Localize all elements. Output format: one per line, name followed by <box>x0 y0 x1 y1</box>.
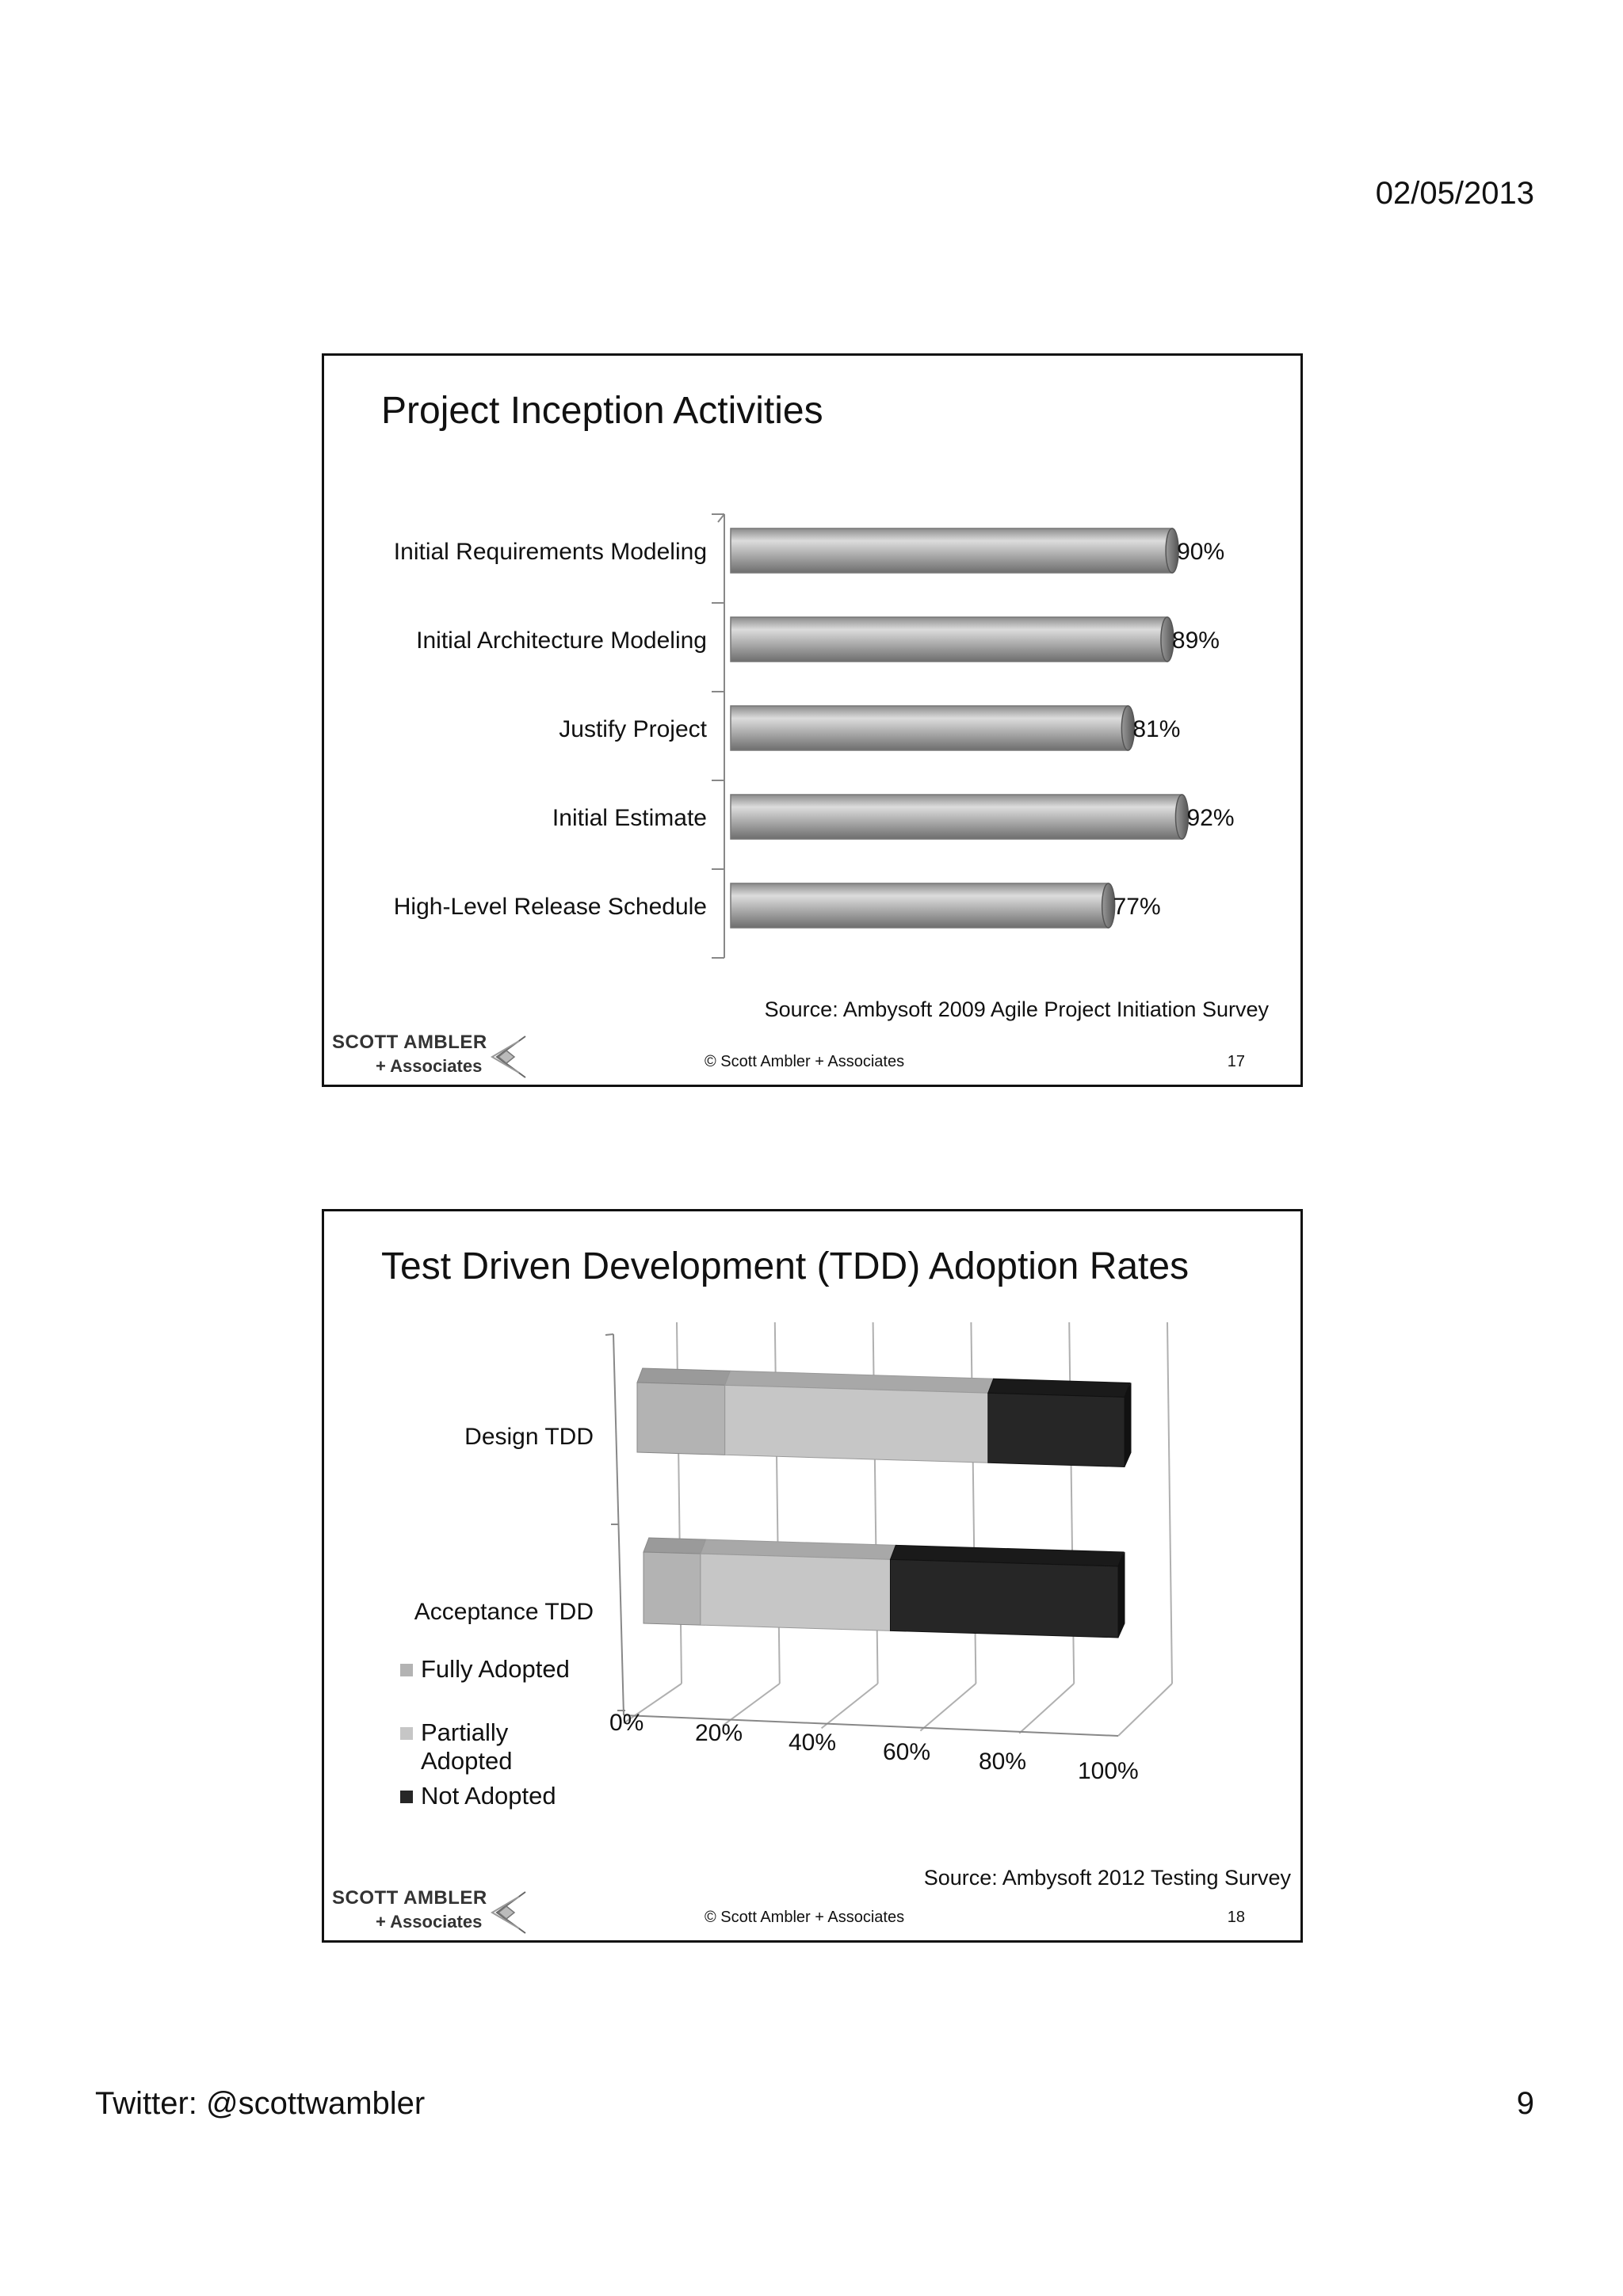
slide-number: 18 <box>1227 1909 1245 1926</box>
bar-segment <box>701 1554 891 1630</box>
source-note: Source: Ambysoft 2012 Testing Survey <box>923 1866 1291 1890</box>
bar-segment <box>725 1385 988 1463</box>
legend-label: Partially Adopted <box>421 1718 513 1775</box>
x-tick-label: 0% <box>609 1710 644 1736</box>
x-tick-label: 60% <box>883 1739 931 1765</box>
category-label: Justify Project <box>559 716 707 742</box>
legend-swatch <box>400 1664 413 1676</box>
data-label: 77% <box>1113 894 1161 920</box>
gridline-floor <box>1118 1684 1172 1736</box>
legend-swatch <box>400 1791 413 1803</box>
slide-project-inception <box>322 353 1303 1087</box>
bar-end-face <box>1125 1383 1131 1466</box>
gridline-floor <box>1019 1684 1074 1733</box>
page-date: 02/05/2013 <box>1375 176 1534 211</box>
gridline-floor <box>822 1684 878 1728</box>
logo-diamond-icon <box>489 1035 529 1079</box>
bar-end-face <box>1118 1552 1125 1638</box>
legend-swatch <box>400 1727 413 1740</box>
company-logo <box>332 1887 538 1938</box>
gridline-floor <box>920 1684 976 1731</box>
logo-text-line2: + Associates <box>376 1912 483 1932</box>
tdd-stacked-bar-chart <box>324 1211 1300 1940</box>
category-label: Initial Estimate <box>552 805 707 831</box>
bar <box>731 706 1128 750</box>
logo-diamond-icon <box>489 1890 529 1935</box>
slide-number: 17 <box>1227 1053 1245 1070</box>
page-number: 9 <box>1516 2086 1534 2121</box>
x-tick-label: 80% <box>979 1749 1027 1775</box>
x-tick-label: 40% <box>789 1730 837 1756</box>
logo-text-line1: SCOTT AMBLER <box>332 1887 487 1909</box>
twitter-handle: Twitter: @scottwambler <box>95 2086 426 2121</box>
bar <box>731 883 1109 928</box>
bar <box>731 617 1167 662</box>
category-label: Acceptance TDD <box>414 1599 594 1625</box>
source-note: Source: Ambysoft 2009 Agile Project Initiation Survey <box>764 997 1269 1021</box>
category-label: High-Level Release Schedule <box>393 894 707 920</box>
slide-tdd-adoption <box>322 1209 1303 1943</box>
gridline-vertical <box>1167 1322 1172 1684</box>
legend-label: Fully Adopted <box>421 1655 570 1683</box>
category-label: Initial Requirements Modeling <box>393 539 707 565</box>
data-label: 89% <box>1171 627 1220 654</box>
category-tick <box>605 1334 613 1335</box>
slide-title: Project Inception Activities <box>381 390 823 432</box>
category-label: Initial Architecture Modeling <box>416 627 707 654</box>
data-label: 92% <box>1186 805 1235 831</box>
axis-depth-line <box>718 514 724 522</box>
x-tick-label: 100% <box>1078 1758 1139 1784</box>
bar-segment <box>890 1559 1118 1638</box>
logo-text-line2: + Associates <box>376 1056 483 1076</box>
company-logo <box>332 1032 538 1082</box>
bar <box>731 528 1172 573</box>
copyright: © Scott Ambler + Associates <box>705 1053 905 1070</box>
logo-text-line1: SCOTT AMBLER <box>332 1032 487 1053</box>
x-tick-label: 20% <box>695 1720 743 1746</box>
data-label: 90% <box>1177 539 1225 565</box>
category-label: Design TDD <box>464 1424 594 1450</box>
legend-label: Not Adopted <box>421 1782 556 1810</box>
slide-title: Test Driven Development (TDD) Adoption Rates <box>381 1245 1190 1287</box>
copyright: © Scott Ambler + Associates <box>705 1909 905 1926</box>
bar <box>731 795 1182 839</box>
bar-segment <box>637 1383 725 1455</box>
data-label: 81% <box>1132 716 1181 742</box>
bar-segment <box>988 1393 1125 1466</box>
bar-segment-top <box>643 1538 706 1554</box>
inception-bar-chart <box>324 356 1300 1085</box>
bar-segment <box>643 1552 701 1625</box>
